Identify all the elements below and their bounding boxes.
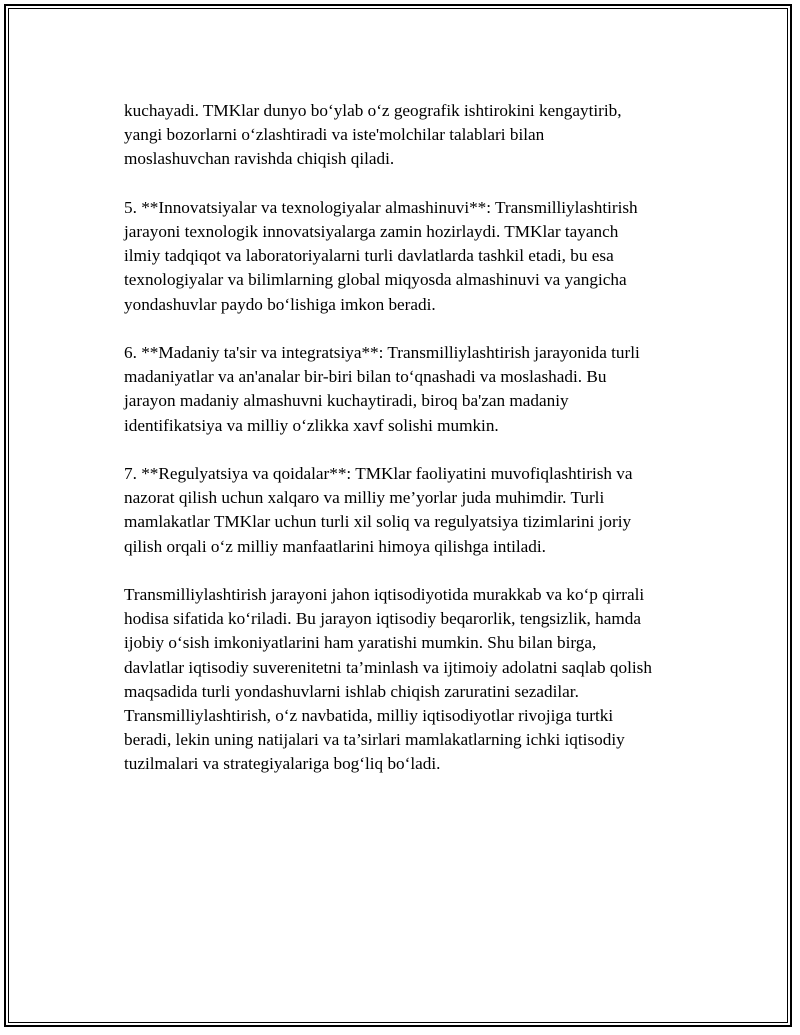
paragraph-item-7-regulation: 7. **Regulyatsiya va qoidalar**: TMKlar faoliyatini muvofiqlashtirish va nazorat qilish uchun xalqaro va milliy me’yorlar juda muhimdir. Turli mamlakatlar TMKlar uchun turli xil soliq va regulyatsiya tizimlarini joriy qilish orqali o‘z milliy manfaatlarini himoya qilishga intiladi. (124, 464, 633, 556)
paragraph-item-5-innovations: 5. **Innovatsiyalar va texnologiyalar almashinuvi**: Transmilliylashtirish jarayoni texnologik innovatsiyalarga zamin hozirlaydi. TMKlar tayanch ilmiy tadqiqot va laboratoriyalarni turli davlatlarda tashkil etadi, bu esa texnologiyalar va bilimlarning global miqyosda almashinuvi va yangicha yondashuvlar paydo bo‘lishiga imkon beradi. (124, 197, 638, 314)
paragraph-item-6-cultural-impact: 6. **Madaniy ta'sir va integratsiya**: Transmilliylashtirish jarayonida turli madaniyatlar va an'analar bir-biri bilan to‘qnashadi va moslashadi. Bu jarayon madaniy almashuvni kuchaytiradi, biroq ba'zan madaniy identifikatsiya va milliy o‘zlikka xavf solishi mumkin. (124, 343, 640, 435)
document-body (124, 99, 714, 801)
paragraph-conclusion: Transmilliylashtirish jarayoni jahon iqtisodiyotida murakkab va ko‘p qirrali hodisa sifatida ko‘riladi. Bu jarayon iqtisodiy beqarorlik, tengsizlik, hamda ijobiy o‘sish imkoniyatlarini ham yaratishi mumkin. Shu bilan birga, davlatlar iqtisodiy suverenitetni ta’minlash va ijtimoiy adolatni saqlab qolish maqsadida turli yondashuvlarni ishlab chiqish zaruratini sezadilar. Transmilliylashtirish, o‘z navbatida, milliy iqtisodiyotlar rivojiga turtki beradi, lekin uning natijalari va ta’sirlari mamlakatlarning ichki iqtisodiy tuzilmalari va strategiyalariga bog‘liq bo‘ladi. (124, 585, 652, 774)
page-border (4, 4, 792, 1027)
paragraph-continuation: kuchayadi. TMKlar dunyo bo‘ylab o‘z geografik ishtirokini kengaytirib, yangi bozorlarni o‘zlashtiradi va iste'molchilar talablari bilan moslashuvchan ravishda chiqish qiladi. (124, 101, 622, 169)
